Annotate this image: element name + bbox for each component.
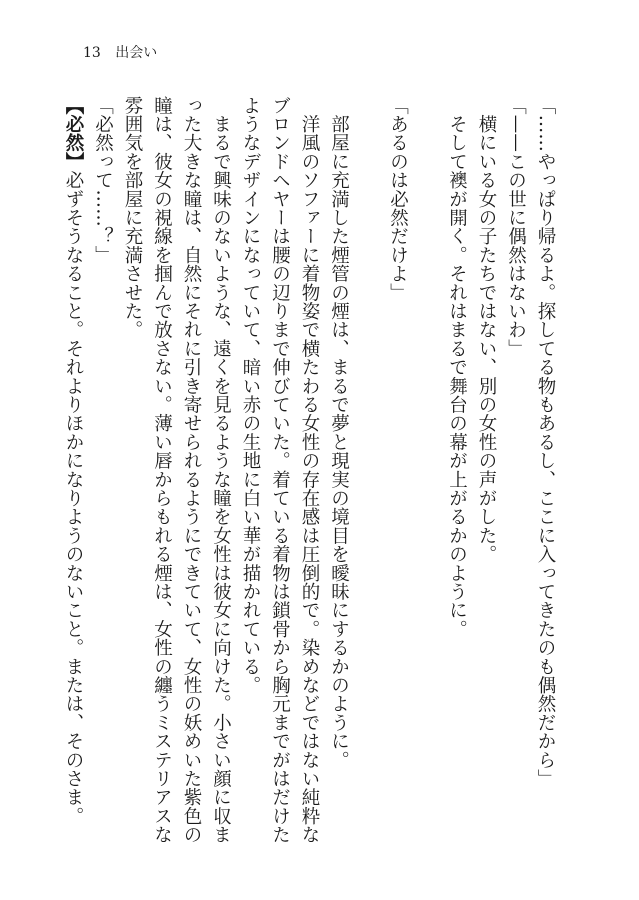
text-line: 雰囲気を部屋に充満させた。 xyxy=(122,96,143,340)
blank-line xyxy=(354,96,384,886)
text-line: 「必然って……？」 xyxy=(92,96,114,265)
vertical-body-text xyxy=(59,96,561,886)
text-line: ようなデザインになっていて、暗い赤の生地に白い華が描かれている。 xyxy=(240,96,261,695)
definition-term: 【必然】 xyxy=(63,96,84,171)
blank-line xyxy=(413,96,443,886)
text-line: ブロンドヘヤーは腰の辺りまで伸びていた。着ている着物は鎖骨から胸元までがはだけた xyxy=(269,96,291,844)
running-header xyxy=(83,44,157,62)
text-line: った大きな瞳は、自然にそれに引き寄せられるようにできていて、女性の妖めいた紫色の xyxy=(181,96,202,844)
text-line: 「——この世に偶然はないわ」 xyxy=(505,96,527,358)
text-line: 瞳は、彼女の視線を掴んで放さない。薄い唇からもれる煙は、女性の纏うミステリアスな xyxy=(151,96,173,844)
text-line: 「あるのは必然だけよ」 xyxy=(387,96,409,302)
text-line: まるで興味のないような、遠くを見るような瞳を女性は彼女に向けた。小さい顔に収ま xyxy=(210,96,232,844)
text-line: そして襖が開く。それはまるで舞台の幕が上がるかのように。 xyxy=(446,96,468,639)
text-line: 洋風のソファーに着物姿で横たわる女性の存在感は圧倒的で。染めなどではない純粋な xyxy=(299,96,320,844)
text-line: 横にいる女の子たちではない、別の女性の声がした。 xyxy=(476,96,497,564)
page-number: 13 xyxy=(83,45,101,61)
definition-line xyxy=(59,96,89,886)
definition-text: 必ずそうなること。それよりほかになりようのないこと。または、そのさま。 xyxy=(63,170,84,826)
text-line: 「……やっぱり帰るよ。探してる物もあるし、ここに入ってきたのも偶然だから」 xyxy=(535,96,556,788)
chapter-title: 出会い xyxy=(115,45,158,61)
text-line: 部屋に充満した煙管の煙は、まるで夢と現実の境目を曖昧にするかのように。 xyxy=(328,96,350,770)
